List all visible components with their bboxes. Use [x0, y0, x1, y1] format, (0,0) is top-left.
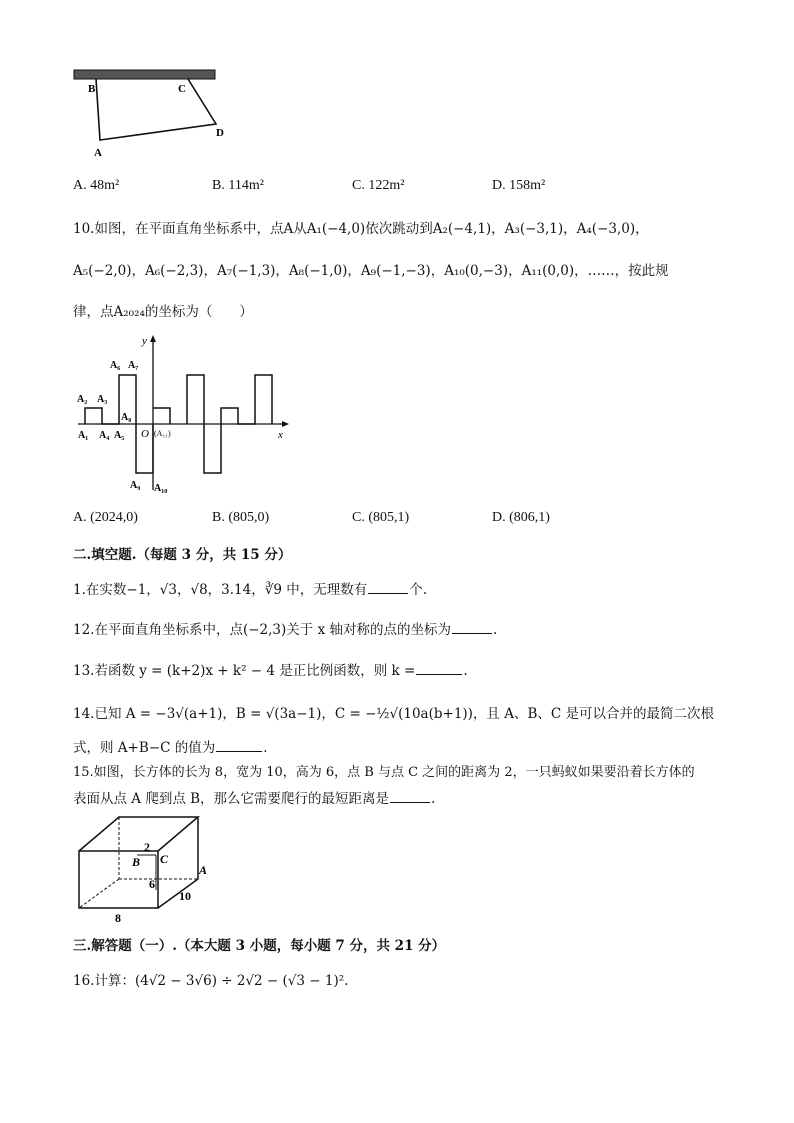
label-a8: A₈	[121, 412, 132, 423]
q15-text-end: .	[431, 791, 436, 807]
label-a5: A₅	[114, 430, 125, 441]
origin-label: O	[141, 428, 149, 440]
label-10: 10	[179, 889, 191, 903]
q10-line3: 律，点A₂₀₂₄的坐标为（ ）	[73, 304, 253, 320]
q9-option-a[interactable]: A. 48m²	[73, 178, 120, 193]
label-a9: A₉	[130, 480, 141, 491]
q14-line1: 14.已知 A = −3√(a+1)，B = √(3a−1)，C = −½√(10a(b+1))，且 A、B、C 是可以合并的最简二次根	[73, 706, 715, 722]
q16-text: 16.计算：(4√2 − 3√6) ÷ 2√2 − (√3 − 1)².	[73, 973, 349, 989]
q10-coordinate-graph	[70, 330, 300, 500]
label-8: 8	[115, 911, 121, 925]
label-a1: A₁	[78, 430, 89, 441]
label-c: C	[160, 852, 169, 866]
q13-answer-blank[interactable]	[416, 673, 462, 675]
q10-line1: 10.如图，在平面直角坐标系中，点A从A₁(−4,0)依次跳动到A₂(−4,1)，A₃(−3,1)，A₄(−3,0)，	[73, 221, 649, 237]
q14-answer-blank[interactable]	[216, 750, 262, 752]
q11	[73, 578, 427, 598]
label-a11: (A₁₁)	[154, 429, 171, 438]
label-b: B	[132, 855, 141, 869]
q15-line1: 15.如图，长方体的长为 8，宽为 10，高为 6，点 B 与点 C 之间的距离为 2，一只蚂蚁如果要沿着长方体的	[73, 765, 695, 780]
axis-x-label: x	[278, 429, 283, 441]
q10-line2: A₅(−2,0)，A₆(−2,3)，A₇(−1,3)，A₈(−1,0)，A₉(−1,−3)，A₁₀(0,−3)，A₁₁(0,0)，……，按此规	[73, 263, 669, 279]
q14-text: 式，则 A+B−C 的值为	[73, 740, 216, 756]
q11-text: 1.在实数−1，√3，√8，3.14，∛9 中，无理数有	[73, 582, 368, 598]
q13-text: 13.若函数 y = (k+2)x + k² − 4 是正比例函数，则 k =	[73, 663, 416, 679]
cuboid-figure	[70, 810, 220, 925]
label-2: 2	[144, 840, 150, 854]
q15-text: 表面从点 A 爬到点 B，那么它需要爬行的最短距离是	[73, 791, 390, 807]
q12-answer-blank[interactable]	[452, 632, 492, 634]
label-b: B	[88, 83, 96, 95]
label-a: A	[94, 147, 102, 159]
q11-text-end: 个.	[409, 582, 428, 598]
label-a10: A₁₀	[154, 483, 168, 494]
quadrilateral-figure	[70, 66, 230, 166]
q15-line2	[73, 787, 435, 807]
label-a7: A₇	[128, 360, 139, 371]
label-a2: A₂	[77, 394, 88, 405]
q11-answer-blank[interactable]	[368, 592, 408, 594]
label-c: C	[178, 83, 186, 95]
q13-text-end: .	[463, 663, 468, 679]
q9-option-b[interactable]: B. 114m²	[212, 178, 264, 193]
section2-heading: 二.填空题.（每题 3 分，共 15 分）	[73, 547, 292, 563]
q9-option-d[interactable]: D. 158m²	[492, 178, 546, 193]
label-a3: A₃	[97, 394, 108, 405]
label-a4: A₄	[99, 430, 110, 441]
label-a6: A₆	[110, 360, 121, 371]
q15-answer-blank[interactable]	[390, 801, 430, 803]
q10-option-a[interactable]: A. (2024,0)	[73, 510, 138, 525]
q12-text-end: .	[492, 622, 498, 638]
section3-heading: 三.解答题（一）.（本大题 3 小题，每小题 7 分，共 21 分）	[73, 938, 446, 954]
q14-line2	[73, 736, 268, 756]
q12-text: 12.在平面直角坐标系中，点(−2,3)关于 x 轴对称的点的坐标为	[73, 622, 451, 638]
axis-y-label: y	[142, 335, 147, 347]
q12	[73, 618, 497, 638]
label-d: D	[216, 127, 224, 139]
label-a: A	[199, 863, 208, 877]
q9-option-c[interactable]: C. 122m²	[352, 178, 405, 193]
label-6: 6	[149, 877, 155, 891]
q10-option-c[interactable]: C. (805,1)	[352, 510, 410, 525]
q10-option-b[interactable]: B. (805,0)	[212, 510, 270, 525]
q10-option-d[interactable]: D. (806,1)	[492, 510, 550, 525]
q13	[73, 659, 468, 679]
q14-text-end: .	[263, 740, 268, 756]
